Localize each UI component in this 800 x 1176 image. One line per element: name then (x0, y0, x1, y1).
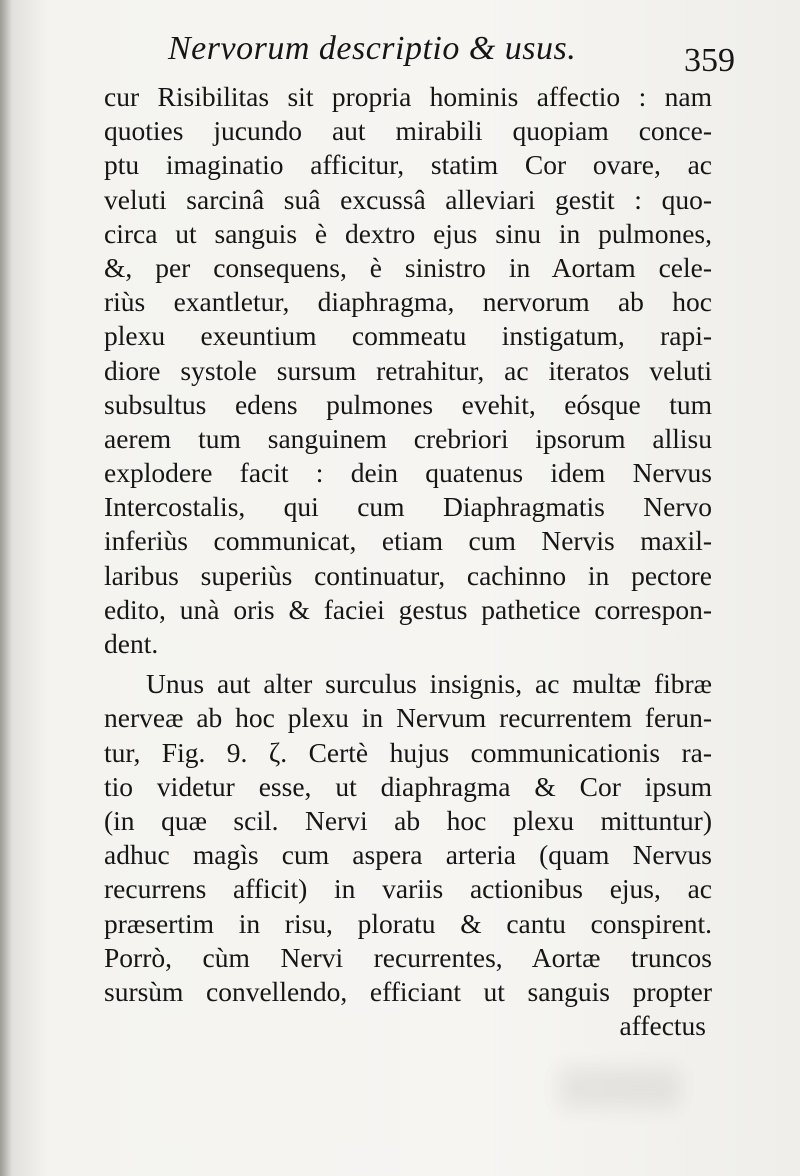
text-line: sursùm convellendo, efficiant ut sanguis propter (104, 975, 712, 1007)
text-line: Porrò, cùm Nervi recurrentes, Aortæ truncos (104, 941, 712, 973)
text-line: veluti sarcinâ suâ excussâ alleviari gestit : quo- (104, 183, 712, 215)
text-line: explodere facit : dein quatenus idem Nervus (104, 457, 712, 489)
body-text (104, 80, 712, 1043)
text-line: cur Risibilitas sit propria hominis affectio : nam (104, 81, 712, 112)
text-line: adhuc magìs cum aspera arteria (quam Nervus (104, 839, 712, 871)
text-line: edito, unà oris & faciei gestus pathetice correspon- (104, 593, 712, 625)
catchword: affectus (619, 1010, 706, 1042)
text-line: quoties jucundo aut mirabili quopiam conce- (104, 115, 712, 147)
text-line: Intercostalis, qui cum Diaphragmatis Nervo (104, 491, 712, 523)
text-line: laribus superiùs continuatur, cachinno in pectore (104, 559, 712, 591)
text-line: plexu exeuntium commeatu instigatum, rapi- (104, 320, 712, 352)
text-line: Unus aut alter surculus insignis, ac multæ fibræ (146, 668, 712, 700)
running-head: Nervorum descriptio & usus. (168, 30, 577, 67)
text-line: tur, Fig. 9. ζ. Certè hujus communicationis ra- (104, 736, 712, 768)
text-line: recurrens afficit) in variis actionibus ejus, ac (104, 873, 712, 905)
text-line: inferiùs communicat, etiam cum Nervis maxil- (104, 525, 712, 557)
text-line: circa ut sanguis è dextro ejus sinu in pulmones, (104, 217, 712, 249)
text-line: dent. (104, 628, 159, 659)
text-line: tio videtur esse, ut diaphragma & Cor ipsum (104, 770, 712, 802)
ink-bleed-through (560, 1068, 680, 1108)
text-line: ptu imaginatio afficitur, statim Cor ovare, ac (104, 149, 712, 181)
text-line: (in quæ scil. Nervi ab hoc plexu mittuntur) (104, 804, 712, 836)
text-line: diore systole sursum retrahitur, ac iteratos veluti (104, 354, 712, 386)
text-line: præsertim in risu, ploratu & cantu conspirent. (104, 907, 712, 939)
page-number: 359 (684, 42, 735, 79)
text-line: riùs exantletur, diaphragma, nervorum ab hoc (104, 286, 712, 318)
text-line: aerem tum sanguinem crebriori ipsorum allisu (104, 422, 712, 454)
text-line: &, per consequens, è sinistro in Aortam cele- (104, 251, 712, 283)
text-line: subsultus edens pulmones evehit, eósque tum (104, 388, 712, 420)
gutter-shadow (0, 0, 12, 1176)
text-line: nerveæ ab hoc plexu in Nervum recurrentem ferun- (104, 702, 712, 734)
